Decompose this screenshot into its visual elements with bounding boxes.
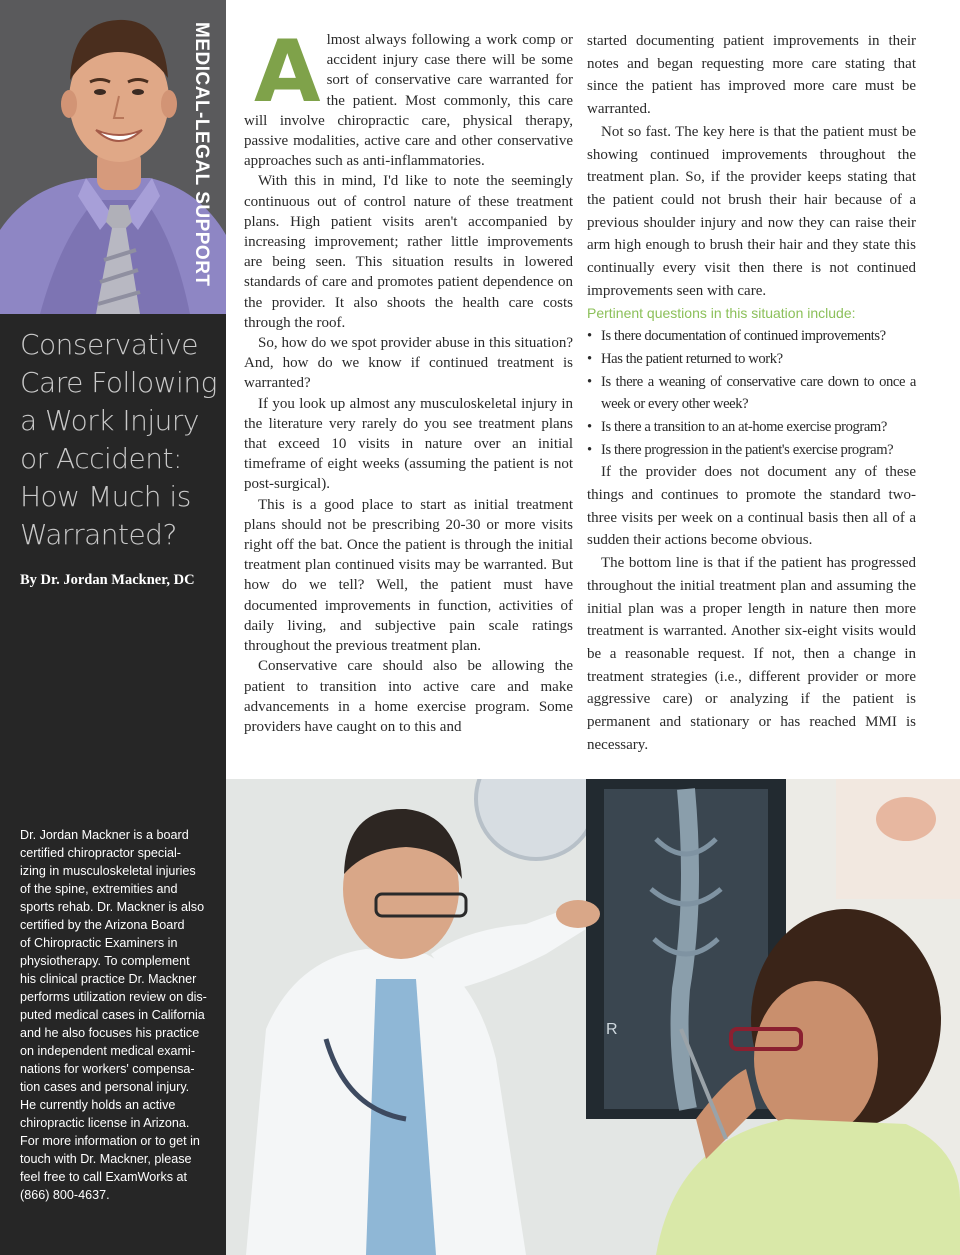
- article-column-2: [587, 30, 916, 757]
- bio-line: (866) 800-4637.: [20, 1188, 110, 1202]
- bio-line: He currently holds an active: [20, 1098, 176, 1112]
- question-list: [587, 325, 916, 461]
- subhead: Pertinent questions in this situation include:: [587, 305, 856, 322]
- list-item: • Is there documentation of continued improvements?: [587, 325, 916, 348]
- paragraph: lmost always following a work comp or accident injury case there will be some sort of conservative care warranted for the patient. Most commonly, this care will involve chiropractic care, physical therapy, passive modalities, active care and other conservative approaches such as anti-inflammatories.: [244, 32, 573, 170]
- title-line: Care Following: [20, 366, 217, 399]
- bio-line: tion cases and personal injury.: [20, 1080, 190, 1094]
- list-item: • Is there a transition to an at-home exercise program?: [587, 416, 916, 439]
- title-line: How Much is: [20, 480, 191, 513]
- paragraph: The bottom line is that if the patient has progressed throughout the initial treatment plan and assuming the initial plan was a proper length in nature then more treatment is warranted. Another six-eight visits would be a reasonable request. If not, then a change in treatment strategies (i.e., different provider or more aggressive care) or analyzing if the patient is permanent and stationary or has reached MMI is necessary.: [587, 555, 916, 753]
- bio-line: performs utilization review on dis-: [20, 990, 207, 1004]
- bio-line: his clinical practice Dr. Mackner: [20, 972, 197, 986]
- bio-line: izing in musculoskeletal injuries: [20, 864, 196, 878]
- bio-line: touch with Dr. Mackner, please: [20, 1152, 192, 1166]
- article-title: [20, 326, 220, 554]
- sidebar: [0, 0, 226, 1255]
- paragraph: started documenting patient improvements in their notes and began requesting more care stating that since the patient has improved more care must be warranted.: [587, 33, 916, 118]
- bio-line: For more information or to get in: [20, 1134, 200, 1148]
- paragraph: This is a good place to start as initial treatment plans should not be prescribing 20-30 or more visits right off the bat. Once the patient is through the initial treatment plan continued visits may be warranted. But how do we tell? Well, the patient must have documented improvements in function, activities of daily living, and subjective pain scale ratings throughout the previous treatment plan.: [244, 496, 573, 655]
- list-item: • Is there a weaning of conservative care down to once a week or every other week?: [587, 371, 916, 416]
- xray-consultation-photo: [226, 779, 960, 1255]
- list-item: • Has the patient returned to work?: [587, 348, 916, 371]
- bio-line: physiotherapy. To complement: [20, 954, 190, 968]
- bio-line: on independent medical exami-: [20, 1044, 196, 1058]
- bio-line: feel free to call ExamWorks at: [20, 1170, 188, 1184]
- bio-line: and he also focuses his practice: [20, 1026, 200, 1040]
- svg-text:R: R: [606, 1021, 618, 1038]
- bio-line: certified by the Arizona Board: [20, 918, 185, 932]
- section-label-text: MEDICAL-LEGAL SUPPORT: [191, 22, 212, 287]
- section-label: [190, 22, 220, 292]
- title-line: a Work Injury: [20, 404, 199, 437]
- paragraph: With this in mind, I'd like to note the seemingly continuous out of control nature of these treatment plans. High patient visits aren't accompanied by increasing improvement; rather little improvements are being seen. This situation results in lowered standards of care and promotes patient dependence on the provider. It also shoots the health care costs through the roof.: [244, 173, 573, 331]
- bio-line: certified chiropractor special-: [20, 846, 181, 860]
- paragraph: Not so fast. The key here is that the patient must be showing continued improvements throughout the treatment plan. So, if the provider keeps stating that the patient could not brush their hair because of a previous shoulder injury and now they can raise their arm high enough to brush their hair and they state this continually every visit then there is not continued improvements seen with care.: [587, 123, 916, 299]
- bio-line: puted medical cases in California: [20, 1008, 205, 1022]
- bio-line: nations for workers' compensa-: [20, 1062, 195, 1076]
- paragraph: If the provider does not document any of these things and continues to promote the standard two-three visits per week on a continual basis then all of a sudden their actions become obvious.: [587, 464, 916, 549]
- byline: By Dr. Jordan Mackner, DC: [20, 572, 195, 588]
- bio-line: of Chiropractic Examiners in: [20, 936, 178, 950]
- title-line: or Accident:: [20, 442, 182, 475]
- bio-line: Dr. Jordan Mackner is a board: [20, 828, 189, 842]
- title-line: Warranted?: [20, 518, 177, 551]
- article-column-1: [244, 22, 573, 737]
- bio-line: sports rehab. Dr. Mackner is also: [20, 900, 205, 914]
- opening-paragraph-wrap: [244, 22, 573, 171]
- title-line: Conservative: [20, 328, 199, 361]
- paragraph: Conservative care should also be allowing the patient to transition into active care and make advancements in a home exercise program. Some providers have caught on to this and: [244, 658, 573, 735]
- bio-line: of the spine, extremities and: [20, 882, 178, 896]
- list-item: • Is there progression in the patient's exercise program?: [587, 439, 916, 462]
- paragraph: So, how do we spot provider abuse in this situation? And, how do we know if continued treatment is warranted?: [244, 335, 573, 392]
- author-bio: [20, 826, 216, 1204]
- bio-line: chiropractic license in Arizona.: [20, 1116, 190, 1130]
- dropcap: A: [254, 22, 321, 122]
- paragraph: If you look up almost any musculoskeletal injury in the literature very rarely do you see treatment plans that exceed 10 visits in nature over an initial timeframe of eight weeks (assuming the patient is not post-surgical).: [244, 395, 573, 493]
